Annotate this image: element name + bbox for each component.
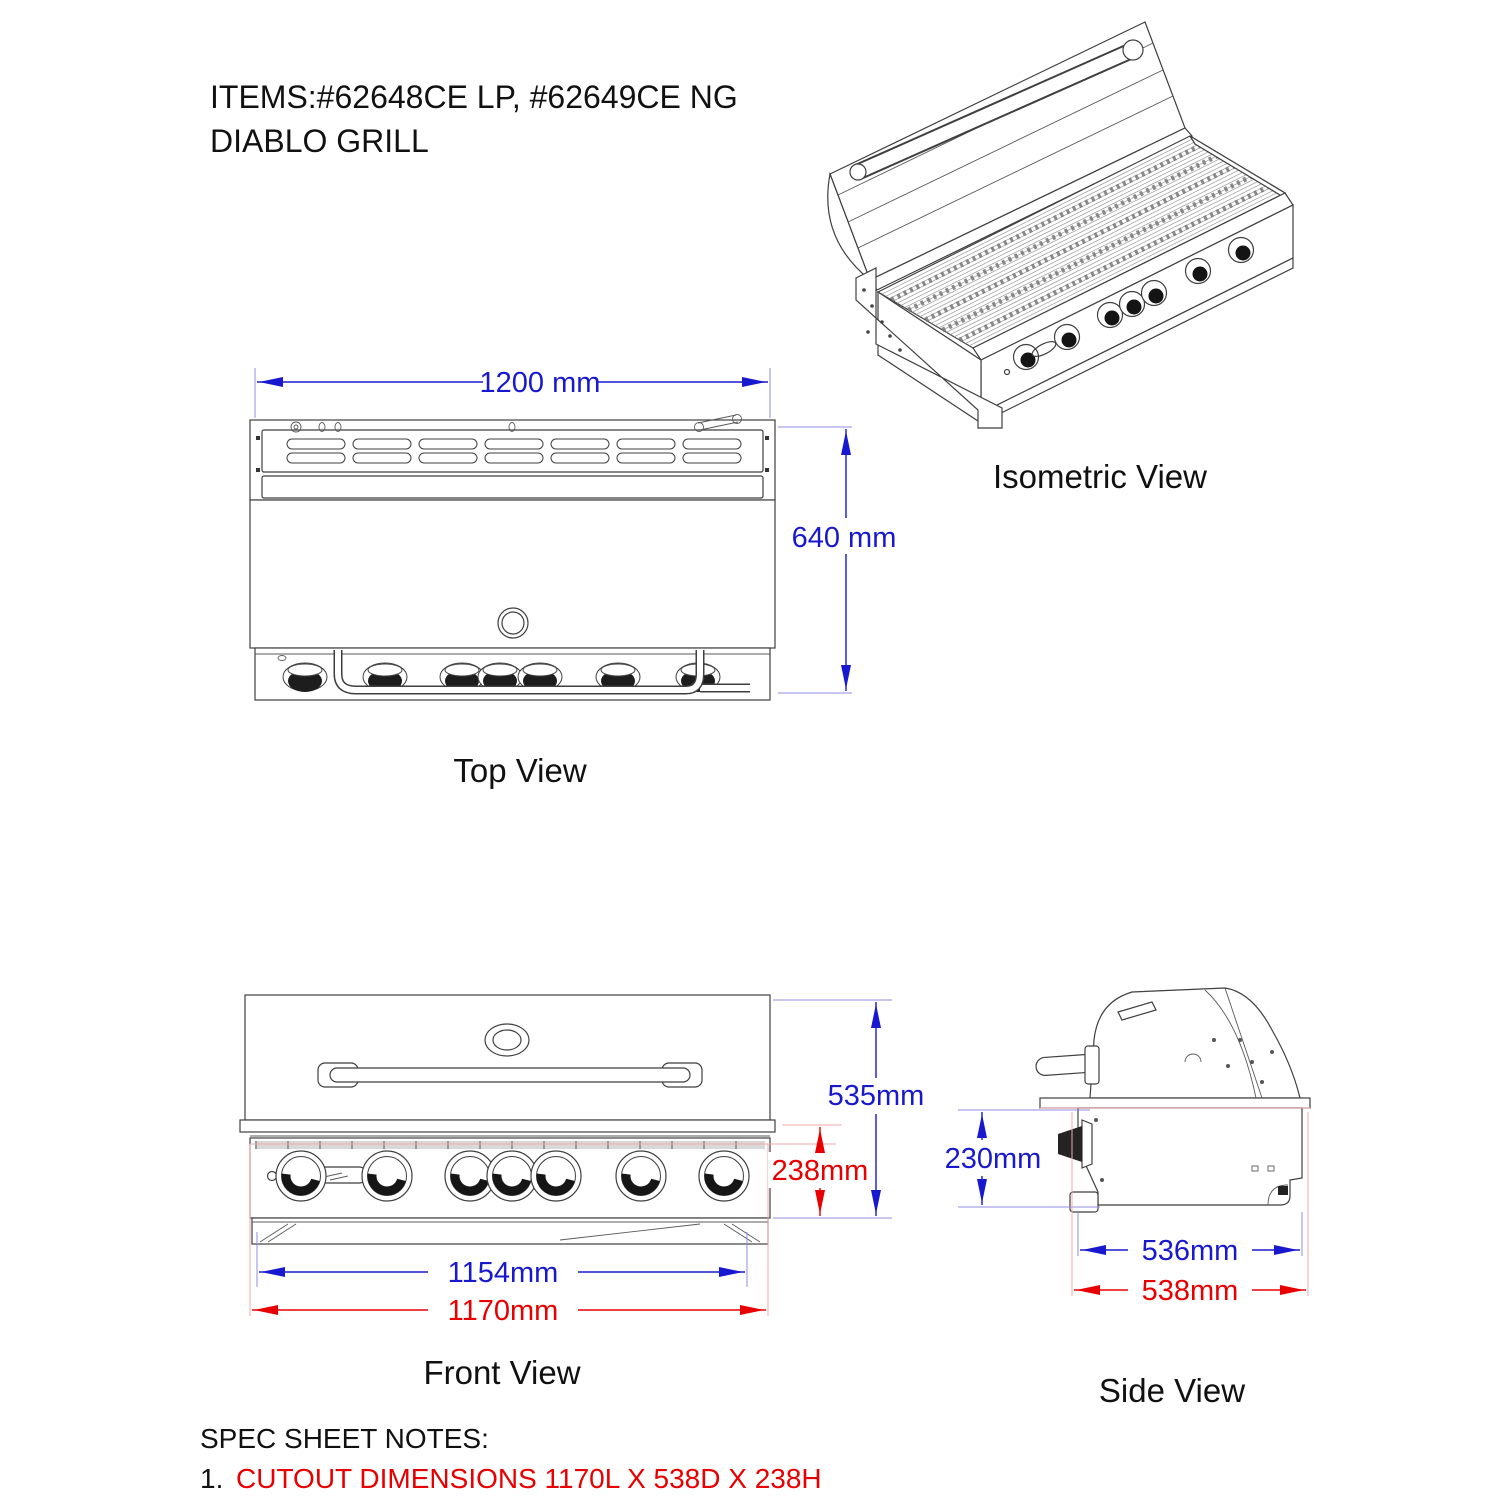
- side-foot: [1070, 1192, 1098, 1212]
- burner-knob-cap: [1127, 300, 1142, 315]
- burner-knob-cap: [1062, 333, 1077, 348]
- top-hood-back: [250, 420, 775, 500]
- burner-knob-cap: [1236, 246, 1251, 261]
- burner-knob-cap: [445, 664, 479, 676]
- spec-note-1-text: CUTOUT DIMENSIONS 1170L X 538D X 238H: [236, 1463, 822, 1494]
- isometric-view-drawing: [828, 22, 1293, 428]
- top-view-drawing: [250, 415, 775, 701]
- dim-label-1200mm: 1200 mm: [479, 367, 601, 399]
- burner-knob-cap: [1193, 267, 1208, 282]
- dimension-arrowhead: [1280, 1285, 1304, 1295]
- side-top-plate: [1040, 1098, 1310, 1108]
- dimension-arrowhead: [742, 377, 766, 387]
- title-items: ITEMS:#62648CE LP, #62649CE NG: [210, 79, 738, 115]
- top-lid-surface: [250, 500, 775, 648]
- front-view-drawing: [240, 995, 775, 1244]
- dim-label-1170mm: 1170mm: [447, 1295, 559, 1327]
- dimension-arrowhead: [1274, 1245, 1298, 1255]
- dimension-arrowhead: [1082, 1245, 1106, 1255]
- front-view-label: Front View: [423, 1354, 581, 1391]
- side-view-drawing: [1035, 988, 1310, 1212]
- side-view-label: Side View: [1098, 1372, 1246, 1409]
- dimension-arrowhead: [841, 665, 851, 689]
- spec-note-1-number: 1.: [200, 1463, 224, 1494]
- burner-knob-cap: [368, 664, 402, 676]
- dim-label-1154mm: 1154mm: [447, 1257, 559, 1289]
- dim-label-238mm: 238mm: [771, 1155, 869, 1187]
- burner-knob-cap: [523, 664, 557, 676]
- burner-knob-cap: [1021, 353, 1036, 368]
- side-body: [1078, 1108, 1302, 1205]
- dimension-arrowhead: [977, 1179, 987, 1203]
- burner-knob-cap: [1149, 289, 1164, 304]
- side-lid-profile: [1090, 988, 1300, 1098]
- dimension-arrowhead: [977, 1114, 987, 1138]
- front-lid: [245, 995, 770, 1120]
- burner-knob-cap: [483, 664, 517, 676]
- dimension-arrowhead: [871, 1190, 881, 1214]
- top-view-label: Top View: [453, 752, 587, 789]
- dim-label-538mm: 538mm: [1141, 1275, 1239, 1307]
- burner-knob-cap: [1105, 311, 1120, 326]
- dimension-arrowhead: [740, 1305, 764, 1315]
- dim-label-535mm: 535mm: [827, 1080, 925, 1112]
- dim-label-640mm: 640 mm: [791, 522, 897, 554]
- dim-label-536mm: 536mm: [1141, 1235, 1239, 1267]
- burner-knob-cap: [601, 664, 635, 676]
- front-lower-tray: [252, 1218, 768, 1244]
- dimension-arrowhead: [261, 1267, 285, 1277]
- dimension-arrowhead: [815, 1129, 825, 1153]
- side-handle: [1035, 1046, 1099, 1084]
- dimension-arrowhead: [259, 377, 283, 387]
- dimension-arrowhead: [841, 431, 851, 455]
- dimension-arrowhead: [254, 1305, 278, 1315]
- burner-knob-cap: [288, 664, 322, 676]
- dimension-arrowhead: [815, 1190, 825, 1214]
- dimension-arrowhead: [1076, 1285, 1100, 1295]
- dimension-arrowhead: [871, 1004, 881, 1028]
- spec-notes-header: SPEC SHEET NOTES:: [200, 1423, 489, 1454]
- side-knob: [1058, 1126, 1082, 1162]
- isometric-view-label: Isometric View: [993, 458, 1207, 495]
- title-product: DIABLO GRILL: [210, 123, 429, 159]
- dim-label-230mm: 230mm: [944, 1143, 1042, 1175]
- dimension-arrowhead: [719, 1267, 743, 1277]
